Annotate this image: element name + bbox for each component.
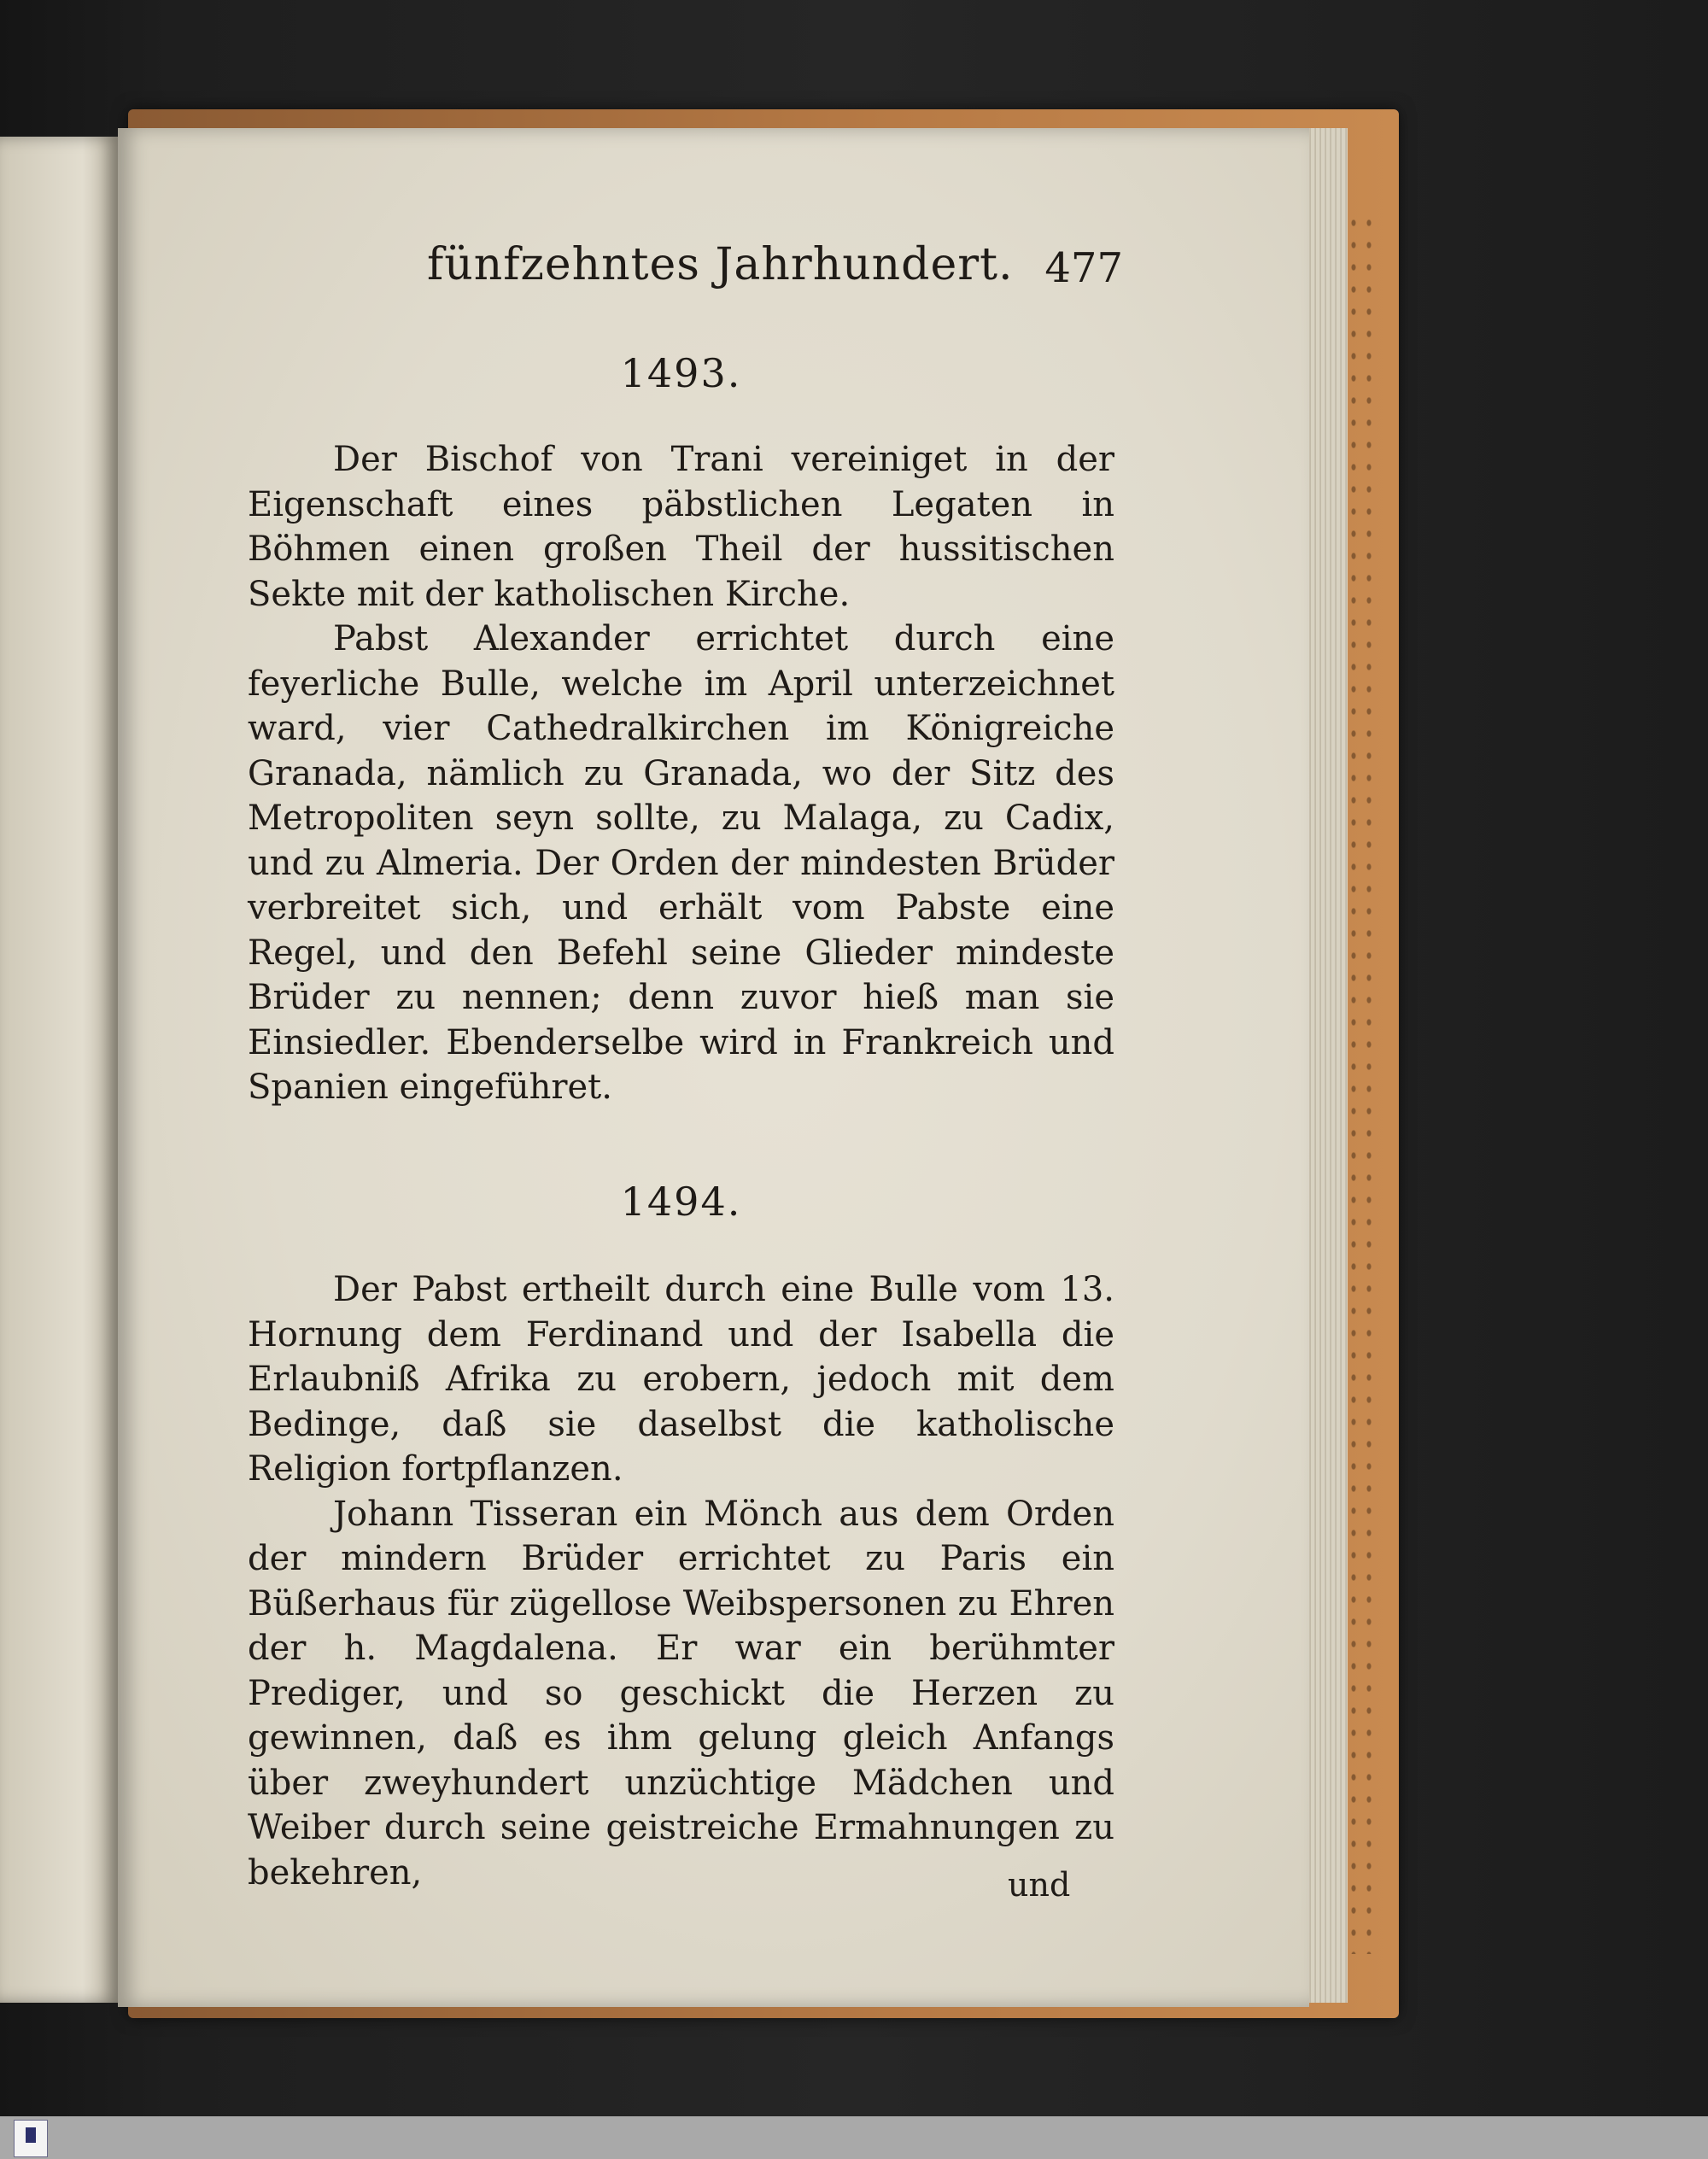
- page-number: 477: [1044, 244, 1123, 292]
- running-header: [427, 239, 1123, 307]
- year-heading-1494: 1494.: [620, 1179, 742, 1225]
- logo-mark: [26, 2127, 36, 2143]
- viewer-footer-bar: [0, 2116, 1708, 2159]
- paragraph: Johann Tisseran ein Mönch aus dem Orden der mindern Brüder errichtet zu Paris ein Büßerhaus für zügellose Weibspersonen zu Ehren der h. Magdalena. Er war ein berühmter Prediger, und so geschickt die Herzen zu gewinnen, daß es ihm gelung gleich Anfangs über zweyhundert unzüchtige Mädchen und Weiber durch seine geistreiche Ermahnungen zu bekehren,: [248, 1494, 1114, 1893]
- section-1494-body: [248, 1267, 1114, 1895]
- paragraph: Der Bischof von Trani vereiniget in der Eigenschaft eines päbstlichen Legaten in Böhmen einen großen Theil der hussitischen Sekte mit der katholischen Kirche.: [248, 440, 1114, 614]
- year-heading-1493: 1493.: [620, 350, 742, 396]
- page-block-edges: [1307, 128, 1348, 2003]
- library-logo-icon: [14, 2120, 48, 2157]
- section-1493-body: [248, 437, 1114, 1110]
- left-page-edge: [0, 137, 118, 2003]
- paragraph: Pabst Alexander errichtet durch eine feyerliche Bulle, welche im April unterzeichnet ward, vier Cathedralkirchen im Königreiche Granada, nämlich zu Granada, wo der Sitz des Metropoliten seyn sollte, zu Malaga, zu Cadix, und zu Almeria. Der Orden der mindesten Brüder verbreitet sich, und erhält vom Pabste eine Regel, und den Befehl seine Glieder mindeste Brüder zu nennen; denn zuvor hieß man sie Einsiedler. Ebenderselbe wird in Frankreich und Spanien eingeführet.: [248, 619, 1114, 1107]
- running-head: fünfzehntes Jahrhundert.: [427, 239, 1014, 290]
- catchword: und: [1008, 1866, 1071, 1904]
- paragraph: Der Pabst ertheilt durch eine Bulle vom 13. Hornung dem Ferdinand und der Isabella die Erlaubniß Afrika zu erobern, jedoch mit dem Bedinge, daß sie daselbst die katholische Religion fortpflanzen.: [248, 1270, 1114, 1489]
